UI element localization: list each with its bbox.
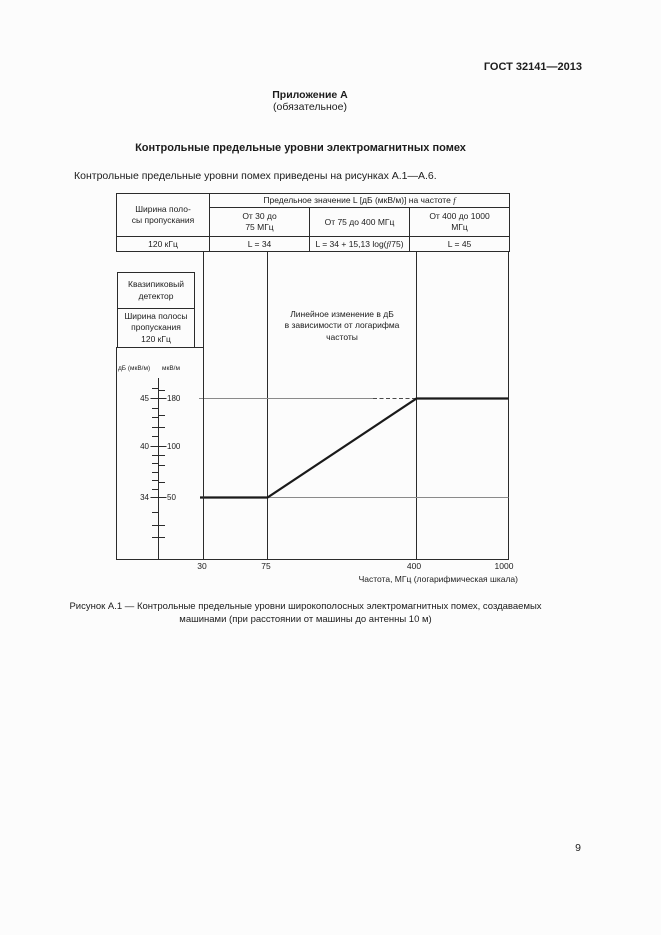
limit-30-75-cell: L = 34 [210,237,310,252]
chart-note [268,309,416,343]
detector-box [117,272,195,309]
annex-subtitle: (обязательное) [273,101,347,113]
bandwidth-header-line2: сы пропускания [131,215,195,226]
figure-caption-line2: машинами (при расстоянии от машины до антенны 10 м) [179,614,432,626]
limits-table [116,193,510,252]
y-axis-left-unit: дБ (мкВ/м) [118,365,151,372]
bandwidth-box [117,308,195,348]
x-tick-30: 30 [197,561,207,571]
chart-note-line2: в зависимости от логарифма [284,320,400,331]
limit-line [200,399,509,498]
range-400-1000-cell [410,208,510,237]
limit-header-text: Предельное значение L [дБ (мкВ/м)] на частоте [263,195,454,205]
formula-prefix: L = 34 + 15,13 log( [315,238,387,249]
bandwidth-value-cell: 120 кГц [117,237,210,252]
x-tick-75: 75 [261,561,271,571]
x-tick-1000: 1000 [494,561,514,571]
limit-chart [116,252,510,560]
detector-line1: Квазипиковый [128,279,184,290]
minor-ticks-db [152,389,159,538]
range-30-75-line1: От 30 до [242,211,277,221]
limit-header-f: f [453,195,456,205]
figure-caption-line1: Рисунок А.1 — Контрольные предельные уровни широкополосных электромагнитных помех, создаваемых [69,601,542,612]
figure-caption [40,600,571,627]
range-400-1000-line2: МГц [451,222,468,233]
intro-paragraph: Контрольные предельные уровни помех приведены на рисунках А.1—А.6. [74,170,437,182]
limit-value-header-cell [210,194,510,208]
range-30-75-cell [210,208,310,237]
y-tick-uv-180: 180 [167,394,181,403]
chart-note-line3: частоты [326,331,358,342]
formula-suffix: /75) [388,238,404,249]
y-axis-scale-svg [117,348,203,559]
doc-number: ГОСТ 32141—2013 [483,61,582,73]
range-30-75-line2: 75 МГц [245,222,274,233]
chart-note-line1: Линейное изменение в дБ [290,309,394,319]
y-tick-db-34: 34 [140,493,149,502]
y-tick-db-40: 40 [140,442,149,451]
annex-title: Приложение А [272,89,348,101]
range-400-1000-line1: От 400 до 1000 [429,211,490,221]
limit-75-400-cell [310,237,410,252]
formula-f: f [386,238,389,249]
limit-400-1000-cell: L = 45 [410,237,510,252]
section-heading: Контрольные предельные уровни электромагнитных помех [135,142,466,154]
x-tick-400: 400 [406,561,422,571]
page-number: 9 [575,842,581,854]
y-tick-uv-100: 100 [167,442,181,451]
bandwidth-line3: 120 кГц [141,333,171,344]
bandwidth-line1: Ширина полосы [124,310,188,321]
y-tick-db-45: 45 [140,394,149,403]
bandwidth-header-line1: Ширина поло- [135,203,191,214]
y-axis-scale [116,347,204,560]
minor-ticks-uv [159,391,166,538]
y-tick-uv-50: 50 [167,493,176,502]
y-axis-right-unit: мкВ/м [162,365,180,372]
bandwidth-header-cell [117,194,210,237]
x-axis-title: Частота, МГц (логарифмическая шкала) [358,574,518,584]
figure-a1 [116,193,516,591]
detector-line2: детектор [138,290,174,301]
range-75-400-cell: От 75 до 400 МГц [310,208,410,237]
bandwidth-line2: пропускания [131,322,181,333]
